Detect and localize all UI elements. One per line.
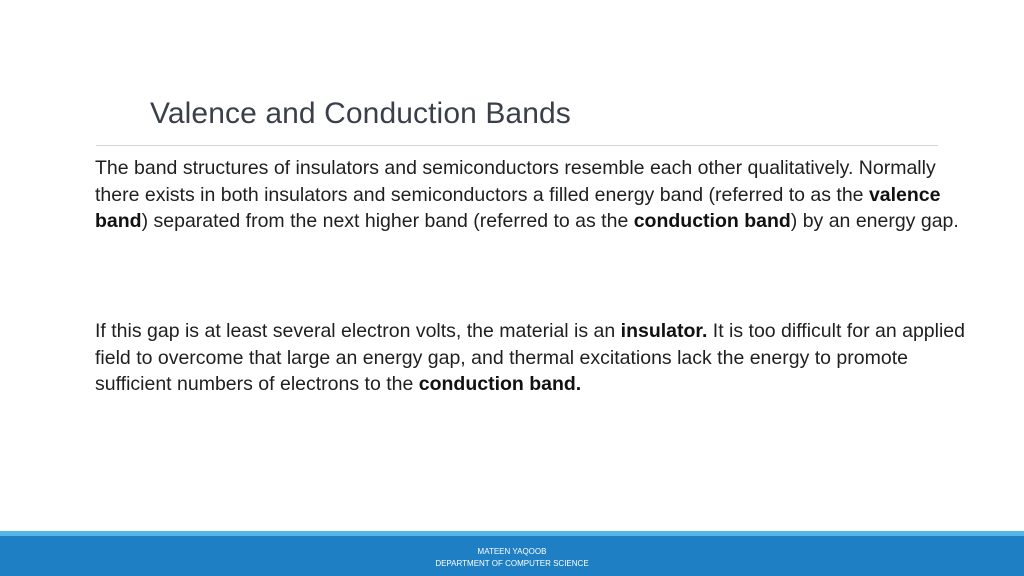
paragraph-1-text-c: ) by an energy gap. [790,210,959,232]
paragraph-1-text-a: The band structures of insulators and semiconductors resemble each other qualitatively. Normally there exists in both insulators and semiconductors a filled energy band (referred to as the [95,157,936,206]
valence-band-term: valence band [95,183,941,232]
paragraph-1-text-b: ) separated from the next higher band (referred to as the [141,210,634,232]
conduction-band-term: conduction band [633,210,791,232]
title-divider [96,145,938,146]
insulator-term: insulator. [620,320,708,342]
paragraph-2-text-a: If this gap is at least several electron volts, the material is an [95,320,621,342]
paragraph-band-structures [95,155,965,235]
footer-department: DEPARTMENT OF COMPUTER SCIENCE [435,559,589,568]
footer-author: MATEEN YAQOOB [477,547,547,556]
conduction-band-term-2: conduction band. [418,373,582,395]
paragraph-2-text-b: It is too difficult for an applied field to overcome that large an energy gap, and thermal excitations lack the energy to promote sufficient numbers of electrons to the [95,320,965,395]
paragraph-insulator [95,318,965,398]
slide-title: Valence and Conduction Bands [150,97,571,130]
